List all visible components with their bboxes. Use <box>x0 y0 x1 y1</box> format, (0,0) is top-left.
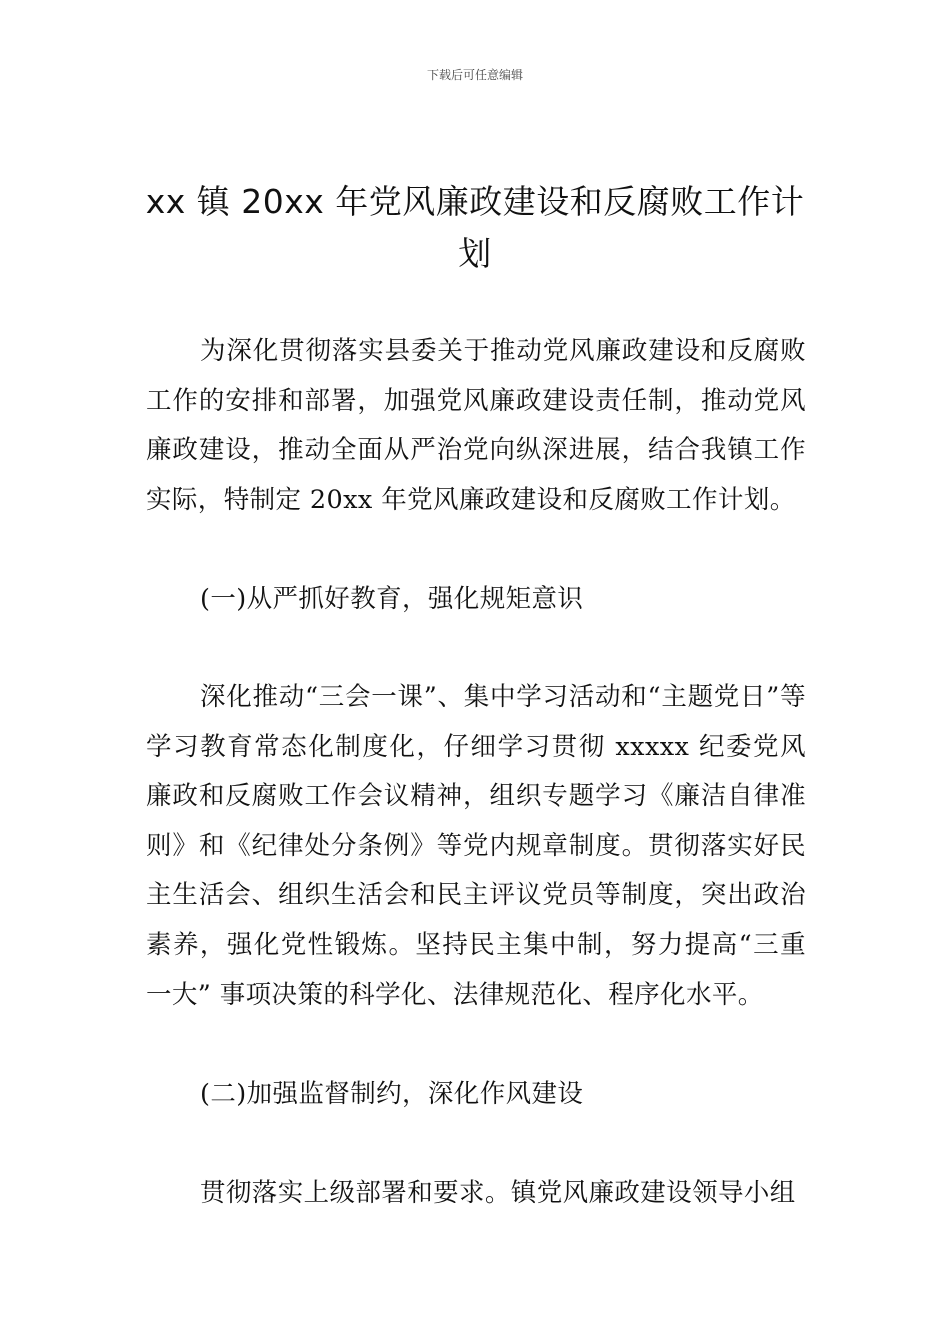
header-note: 下载后可任意编辑 <box>426 68 523 82</box>
document-title: xx 镇 20xx 年党风廉政建设和反腐败工作计划 <box>145 182 805 273</box>
section-2-paragraph: 贯彻落实上级部署和要求。镇党风廉政建设领导小组 <box>200 1178 796 1208</box>
section-heading-1: (一)从严抓好教育，强化规矩意识 <box>200 584 584 614</box>
section-heading-2: (二)加强监督制约，深化作风建设 <box>200 1079 584 1109</box>
intro-paragraph: 为深化贯彻落实县委关于推动党风廉政建设和反腐败工作的安排和部署，加强党风廉政建设责任制，推动党风廉政建设，推动全面从严治党向纵深进展，结合我镇工作实际，特制定 20xx 年党风廉政建设和反腐败工作计划。 <box>146 336 806 515</box>
section-1-paragraph: 深化推动“三会一课”、集中学习活动和“主题党日”等学习教育常态化制度化，仔细学习贯彻 xxxxx 纪委党风廉政和反腐败工作会议精神，组织专题学习《廉洁自律准则》和《纪律处分条例》等党内规章制度。贯彻落实好民主生活会、组织生活会和民主评议党员等制度，突出政治素养，强化党性锻炼。坚持民主集中制，努力提高“三重一大” 事项决策的科学化、法律规范化、程序化水平。 <box>146 682 806 1010</box>
